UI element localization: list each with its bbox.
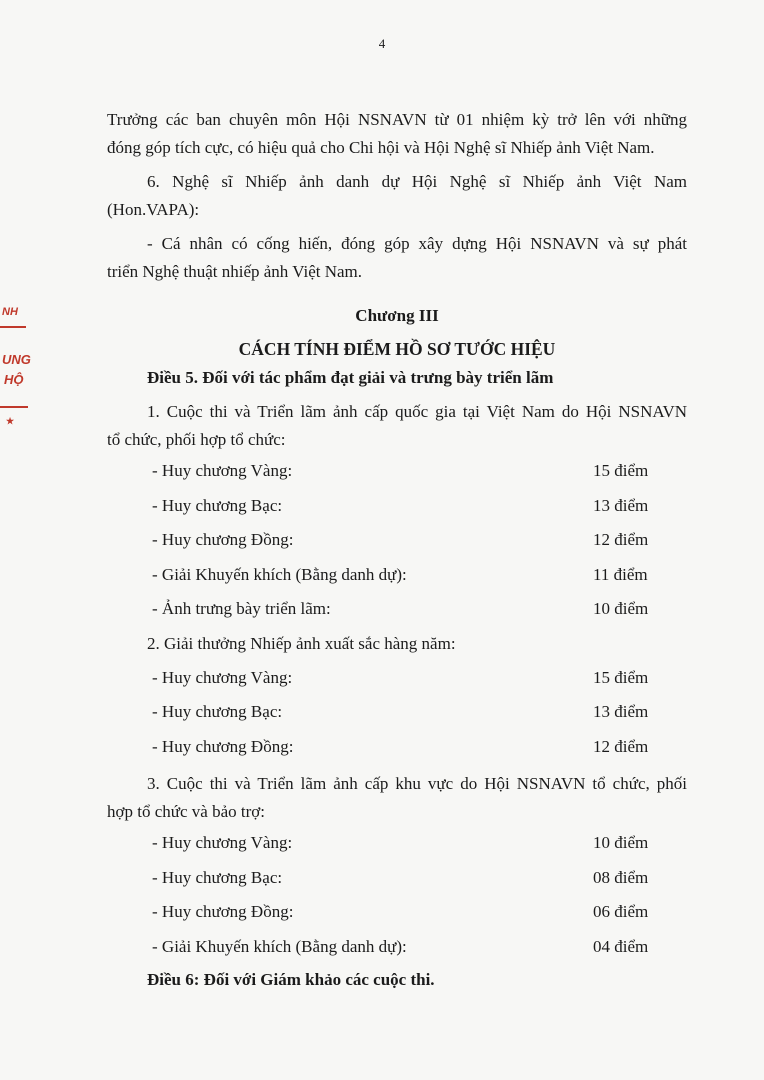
section3-line-2: hợp tổ chức và bảo trợ: bbox=[107, 802, 265, 821]
list-item bbox=[107, 454, 687, 489]
item6-line-2: (Hon.VAPA): bbox=[107, 200, 200, 219]
list-item bbox=[107, 826, 687, 861]
stamp-text-1: NH bbox=[2, 306, 18, 318]
item-points: 10 điểm bbox=[593, 599, 649, 618]
section1-line-2: tổ chức, phối hợp tổ chức: bbox=[107, 430, 286, 449]
item-label: - Giải Khuyến khích (Bằng danh dự): bbox=[152, 564, 407, 584]
item-points: 08 điểm bbox=[593, 867, 649, 887]
list-item bbox=[107, 730, 687, 765]
list-item bbox=[107, 895, 687, 930]
section2-title: 2. Giải thưởng Nhiếp ảnh xuất sắc hàng năm: bbox=[147, 633, 456, 653]
item-points: 15 điểm bbox=[593, 461, 649, 480]
list-item bbox=[107, 592, 687, 627]
item-label: - Huy chương Bạc: bbox=[152, 702, 283, 721]
list-item bbox=[107, 661, 687, 696]
stamp-text-3: HỘ bbox=[4, 372, 24, 387]
section1-line-1: 1. Cuộc thi và Triển lãm ảnh cấp quốc gia tại Việt Nam do Hội NSNAVN bbox=[147, 402, 687, 421]
item-points: 04 điểm bbox=[593, 936, 649, 956]
item-label: - Huy chương Vàng: bbox=[152, 461, 293, 480]
item-points: 06 điểm bbox=[593, 902, 649, 921]
section2-list bbox=[107, 661, 687, 765]
stamp-text-2: UNG bbox=[2, 352, 31, 367]
list-item bbox=[107, 861, 687, 896]
chapter-title: Chương III bbox=[355, 306, 439, 325]
item-label: - Ảnh trưng bày triển lãm: bbox=[152, 599, 331, 618]
item-points: 15 điểm bbox=[593, 667, 649, 687]
section1-list bbox=[107, 454, 687, 627]
item-label: - Huy chương Đồng: bbox=[152, 902, 294, 921]
item6-desc-line-1: - Cá nhân có cống hiến, đóng góp xây dựng Hội NSNAVN và sự phát bbox=[147, 234, 687, 253]
item-label: - Huy chương Đồng: bbox=[152, 530, 294, 549]
intro-line-1: Trưởng các ban chuyên môn Hội NSNAVN từ 01 nhiệm kỳ trở lên với những bbox=[107, 110, 687, 129]
item-label: - Huy chương Bạc: bbox=[152, 867, 283, 887]
document-body bbox=[107, 106, 687, 994]
list-item bbox=[107, 523, 687, 558]
list-item bbox=[107, 558, 687, 593]
stamp-star-icon: ★ bbox=[6, 416, 15, 426]
item-label: - Huy chương Vàng: bbox=[152, 667, 293, 687]
item-label: - Huy chương Bạc: bbox=[152, 495, 283, 515]
item6-desc-line-2: triển Nghệ thuật nhiếp ảnh Việt Nam. bbox=[107, 262, 363, 281]
item-label: - Giải Khuyến khích (Bằng danh dự): bbox=[152, 936, 407, 956]
stamp-line-1 bbox=[0, 326, 26, 328]
item-points: 13 điểm bbox=[593, 495, 649, 515]
article-5-heading: Điều 5. Đối với tác phẩm đạt giải và trưng bày triển lãm bbox=[147, 368, 554, 387]
item-points: 10 điểm bbox=[593, 833, 649, 852]
section3-list bbox=[107, 826, 687, 964]
section3-line-1: 3. Cuộc thi và Triển lãm ảnh cấp khu vực do Hội NSNAVN tổ chức, phối bbox=[147, 774, 687, 793]
red-stamp-fragment bbox=[0, 296, 36, 446]
list-item bbox=[107, 489, 687, 524]
item-points: 11 điểm bbox=[593, 564, 648, 584]
intro-line-2: đóng góp tích cực, có hiệu quả cho Chi hội và Hội Nghệ sĩ Nhiếp ảnh Việt Nam. bbox=[107, 138, 655, 157]
article-6-heading: Điều 6: Đối với Giám khảo các cuộc thi. bbox=[147, 970, 435, 989]
chapter-heading: CÁCH TÍNH ĐIỂM HỒ SƠ TƯỚC HIỆU bbox=[238, 339, 556, 359]
item-label: - Huy chương Vàng: bbox=[152, 833, 293, 852]
item-label: - Huy chương Đồng: bbox=[152, 736, 294, 756]
item-points: 13 điểm bbox=[593, 702, 649, 721]
item-points: 12 điểm bbox=[593, 736, 649, 756]
stamp-line-2 bbox=[0, 406, 28, 408]
item-points: 12 điểm bbox=[593, 530, 649, 549]
page-number: 4 bbox=[378, 36, 386, 51]
item6-line-1: 6. Nghệ sĩ Nhiếp ảnh danh dự Hội Nghệ sĩ Nhiếp ảnh Việt Nam bbox=[147, 172, 687, 191]
list-item bbox=[107, 930, 687, 965]
list-item bbox=[107, 695, 687, 730]
